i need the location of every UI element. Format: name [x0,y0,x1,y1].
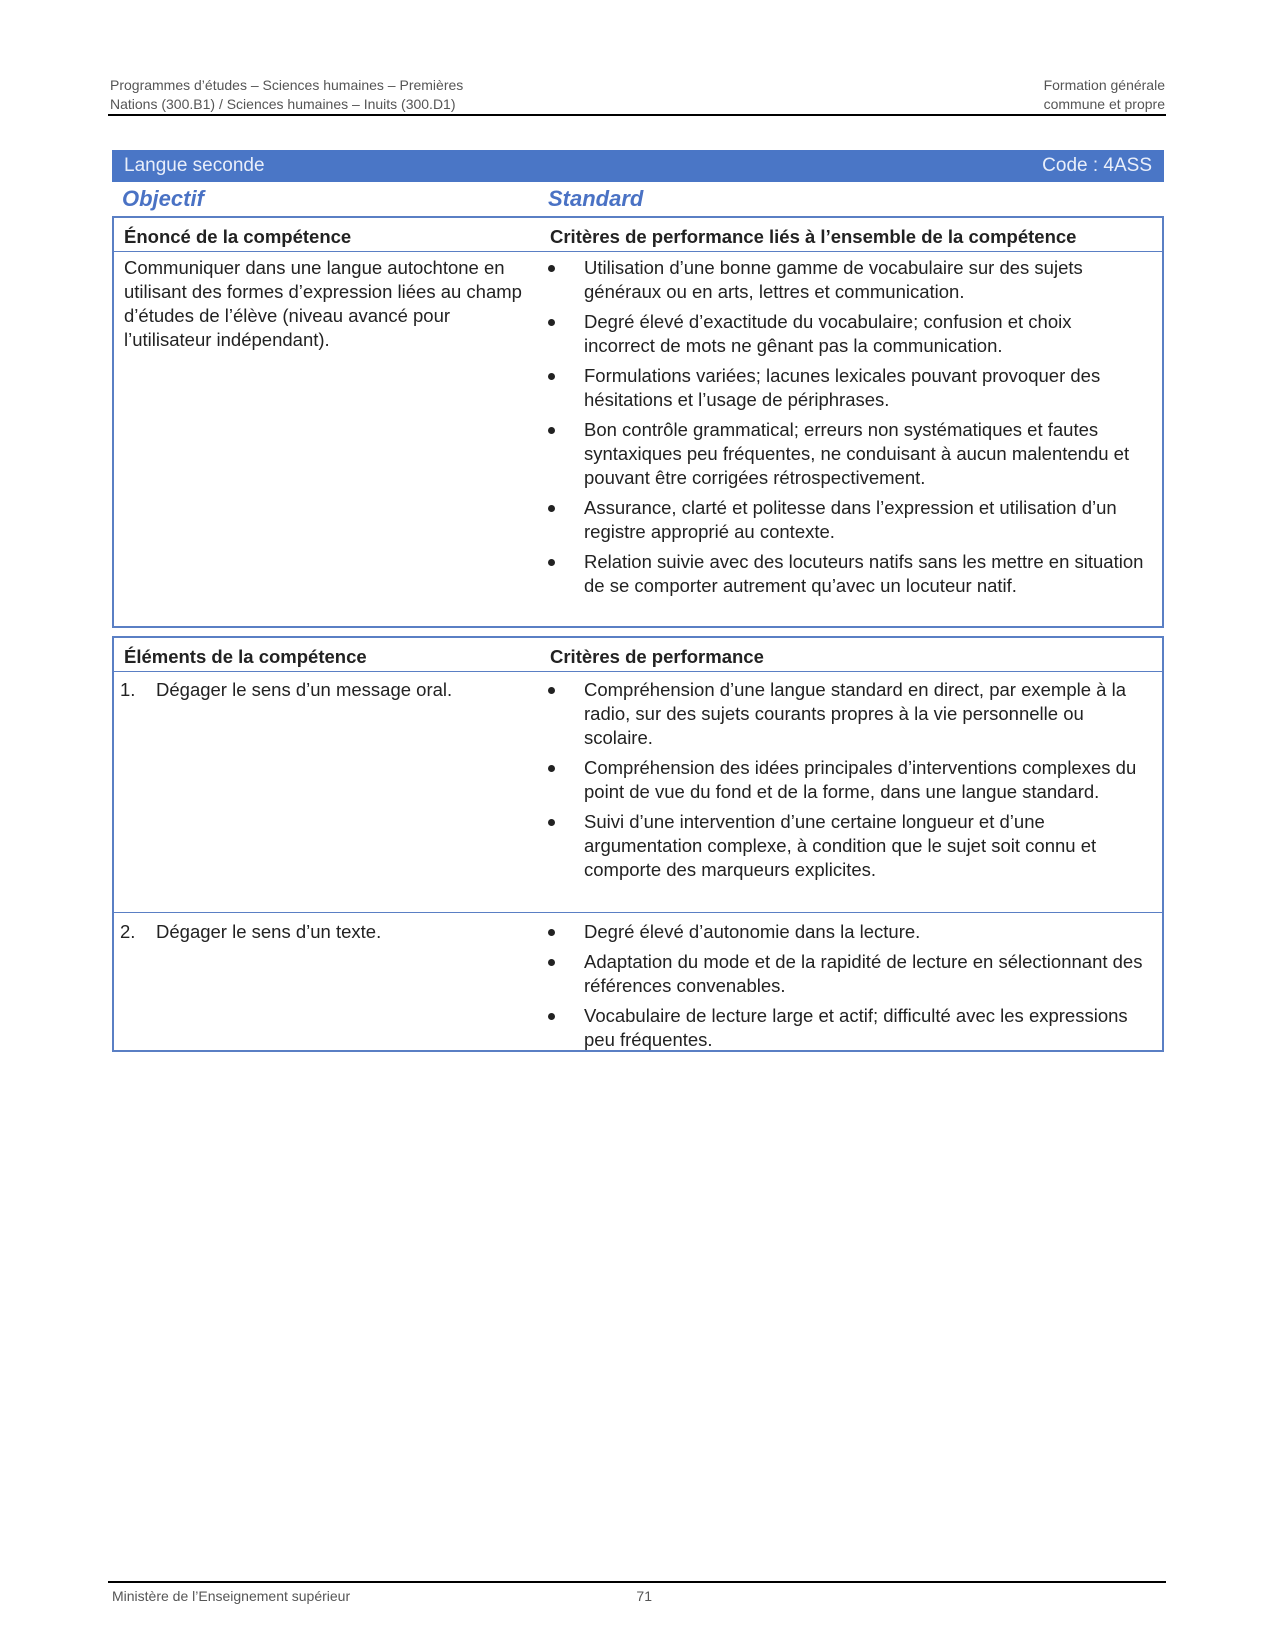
bullet-icon [548,319,555,326]
list-item [546,418,1146,490]
bullet-icon [548,687,555,694]
list-item [546,678,1156,750]
bullet-icon [548,505,555,512]
bullet-icon [548,959,555,966]
standard-label: Standard [548,186,644,211]
list-item [546,364,1146,412]
page-number: 71 [636,1588,652,1604]
header-program-line1: Programmes d’études – Sciences humaines – Premières [110,77,464,93]
element-2-criteria [546,920,1156,1058]
competence-statement: Communiquer dans une langue autochtone en utilisant des formes d’expression liées au champ d’études de l’élève (niveau avancé pour l’utilisateur indépendant). [124,257,522,350]
page-header [110,76,1165,114]
element-item-1 [120,678,452,702]
title-bar [112,150,1164,182]
competence-col1-header: Énoncé de la compétence [124,226,352,247]
bullet-icon [548,559,555,566]
criterion-text: Adaptation du mode et de la rapidité de lecture en sélectionnant des références convenables. [584,951,1143,996]
competence-col2-header: Critères de performance liés à l’ensemble de la compétence [550,226,1077,247]
header-formation-line2: commune et propre [1043,96,1165,112]
bullet-icon [548,929,555,936]
list-item [546,310,1146,358]
bullet-icon [548,373,555,380]
criterion-text: Vocabulaire de lecture large et actif; difficulté avec les expressions peu fréquentes. [584,1005,1128,1050]
section-labels [122,186,1162,214]
elements-col2-header: Critères de performance [550,646,764,667]
footer-rule [108,1581,1166,1583]
criterion-text: Utilisation d’une bonne gamme de vocabulaire sur des sujets généraux ou en arts, lettres et communication. [584,257,1083,302]
element-number: 2. [120,921,136,942]
list-item [546,810,1156,882]
criterion-text: Relation suivie avec des locuteurs natifs sans les mettre en situation de se comporter autrement qu’avec un locuteur natif. [584,551,1144,596]
element-label: Dégager le sens d’un texte. [156,921,382,942]
criterion-text: Compréhension des idées principales d’interventions complexes du point de vue du fond et de la forme, dans une langue standard. [584,757,1137,802]
list-item [546,1004,1156,1052]
footer-ministry: Ministère de l’Enseignement supérieur [112,1588,351,1604]
header-formation-line1: Formation générale [1043,77,1165,93]
page-footer [112,1588,652,1604]
element-label: Dégager le sens d’un message oral. [156,679,453,700]
bullet-icon [548,427,555,434]
list-item [546,920,1156,944]
title-label: Langue seconde [124,155,265,176]
list-item [546,756,1156,804]
elements-row-rule [114,912,1162,913]
title-code: Code : 4ASS [1042,155,1152,176]
element-number: 1. [120,679,136,700]
element-1-criteria [546,678,1156,888]
elements-table [112,636,1164,1052]
list-item [546,496,1146,544]
bullet-icon [548,819,555,826]
header-rule [108,114,1166,116]
criterion-text: Formulations variées; lacunes lexicales pouvant provoquer des hésitations et l’usage de périphrases. [584,365,1101,410]
list-item [546,256,1146,304]
list-item [546,950,1156,998]
competence-table [112,216,1164,628]
competence-criteria-list [546,256,1146,604]
criterion-text: Degré élevé d’exactitude du vocabulaire; confusion et choix incorrect de mots ne gênant pas la communication. [584,311,1072,356]
elements-header-rule [114,671,1162,672]
criterion-text: Bon contrôle grammatical; erreurs non systématiques et fautes syntaxiques peu fréquentes, ne conduisant à aucun malentendu et pouvant être corrigées rétrospectivement. [584,419,1130,488]
criterion-text: Degré élevé d’autonomie dans la lecture. [584,921,921,942]
bullet-icon [548,265,555,272]
objective-label: Objectif [122,186,204,211]
header-program-line2: Nations (300.B1) / Sciences humaines – Inuits (300.D1) [110,96,456,112]
list-item [546,550,1146,598]
criterion-text: Suivi d’une intervention d’une certaine longueur et d’une argumentation complexe, à condition que le sujet soit connu et comporte des marqueurs explicites. [584,811,1097,880]
bullet-icon [548,1013,555,1020]
criterion-text: Compréhension d’une langue standard en direct, par exemple à la radio, sur des sujets courants propres à la vie personnelle ou scolaire. [584,679,1126,748]
bullet-icon [548,765,555,772]
criterion-text: Assurance, clarté et politesse dans l’expression et utilisation d’un registre approprié au contexte. [584,497,1117,542]
competence-header-rule [114,251,1162,252]
element-item-2 [120,920,381,944]
elements-col1-header: Éléments de la compétence [124,646,367,667]
